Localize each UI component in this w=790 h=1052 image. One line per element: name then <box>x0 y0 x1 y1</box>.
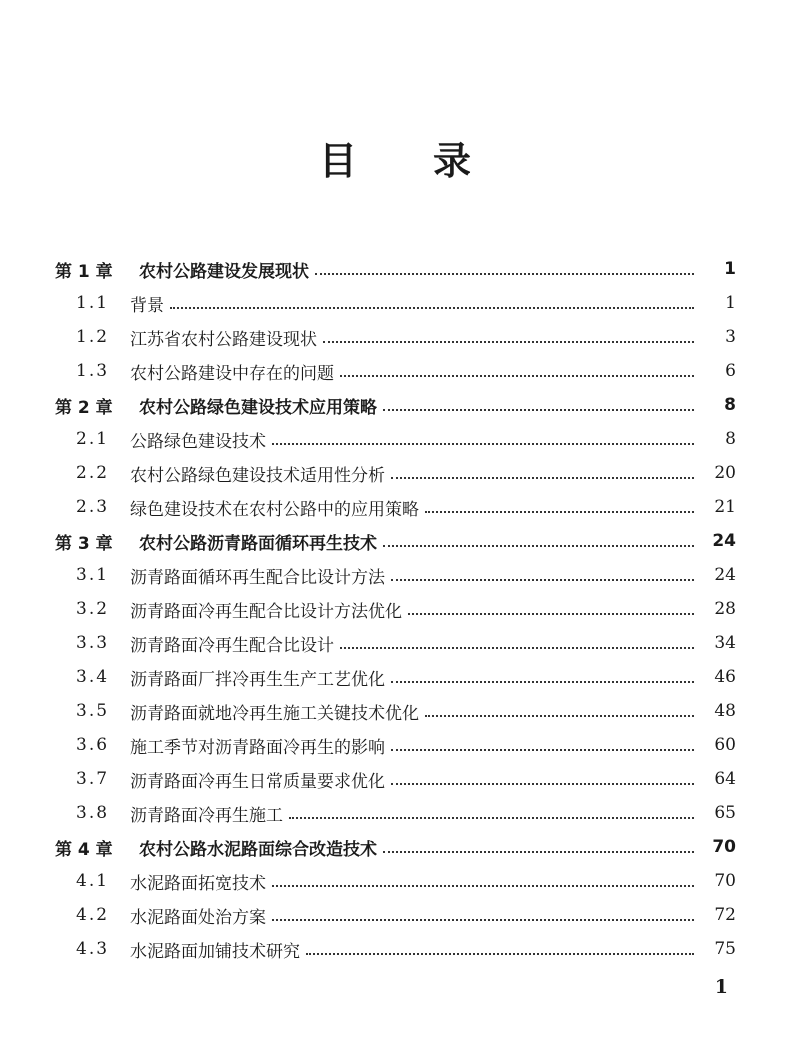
toc-entry-page: 8 <box>725 429 736 449</box>
toc-entry-title: 沥青路面冷再生配合比设计方法优化 <box>130 601 402 622</box>
toc-entry-title: 沥青路面就地冷再生施工关键技术优化 <box>130 703 419 724</box>
toc-entry-page: 34 <box>714 633 736 653</box>
toc-entry-number: 2.2 <box>76 463 110 483</box>
toc-leader-dots <box>391 579 694 581</box>
toc-leader-dots <box>323 341 694 343</box>
toc-entry-title: 沥青路面冷再生日常质量要求优化 <box>130 771 385 792</box>
toc-leader-dots <box>391 477 694 479</box>
toc-entry-page: 64 <box>714 769 736 789</box>
toc-entry-number: 1.2 <box>76 327 110 347</box>
toc-entry-title: 农村公路绿色建设技术适用性分析 <box>130 465 385 486</box>
toc-section-row <box>0 320 790 354</box>
toc-entry-title: 水泥路面拓宽技术 <box>130 873 266 894</box>
toc-chapter-row <box>0 388 790 422</box>
toc-entry-number: 3.6 <box>76 735 110 755</box>
toc-entry-title: 农村公路建设发展现状 <box>139 261 309 282</box>
toc-entry-number: 1.3 <box>76 361 110 381</box>
toc-entry-title: 农村公路沥青路面循环再生技术 <box>139 533 377 554</box>
toc-entry-number: 第 3 章 <box>55 533 113 554</box>
toc-entry-page: 70 <box>714 871 736 891</box>
toc-entry-page: 1 <box>724 259 736 279</box>
toc-entry-number: 3.1 <box>76 565 110 585</box>
toc-leader-dots <box>425 715 694 717</box>
toc-entry-page: 6 <box>725 361 736 381</box>
toc-entry-title: 农村公路绿色建设技术应用策略 <box>139 397 377 418</box>
toc-leader-dots <box>272 885 694 887</box>
toc-entry-title: 沥青路面冷再生配合比设计 <box>130 635 334 656</box>
toc-entry-page: 1 <box>725 293 736 313</box>
toc-section-row <box>0 558 790 592</box>
toc-entry-number: 3.7 <box>76 769 110 789</box>
toc-section-row <box>0 592 790 626</box>
toc-leader-dots <box>315 273 694 275</box>
toc-entry-title: 江苏省农村公路建设现状 <box>130 329 317 350</box>
toc-entry-title: 沥青路面厂拌冷再生生产工艺优化 <box>130 669 385 690</box>
toc-section-row <box>0 354 790 388</box>
toc-section-row <box>0 898 790 932</box>
toc-section-row <box>0 286 790 320</box>
toc-leader-dots <box>306 953 694 955</box>
toc-entry-number: 第 4 章 <box>55 839 113 860</box>
toc-entry-number: 3.5 <box>76 701 110 721</box>
title-char-2: 录 <box>433 139 472 183</box>
toc-section-row <box>0 490 790 524</box>
toc-section-row <box>0 626 790 660</box>
toc-entry-title: 沥青路面循环再生配合比设计方法 <box>130 567 385 588</box>
toc-section-row <box>0 762 790 796</box>
toc-entry-number: 第 2 章 <box>55 397 113 418</box>
toc-entry-page: 21 <box>714 497 736 517</box>
toc-section-row <box>0 422 790 456</box>
toc-entry-number: 3.4 <box>76 667 110 687</box>
toc-entry-number: 3.3 <box>76 633 110 653</box>
toc-chapter-row <box>0 830 790 864</box>
toc-entry-number: 3.2 <box>76 599 110 619</box>
toc-entry-number: 2.1 <box>76 429 110 449</box>
toc-section-row <box>0 694 790 728</box>
toc-section-row <box>0 728 790 762</box>
toc-leader-dots <box>391 783 694 785</box>
toc-entry-title: 农村公路水泥路面综合改造技术 <box>139 839 377 860</box>
page-number: 1 <box>714 976 728 998</box>
toc-entry-title: 背景 <box>130 295 164 316</box>
toc-entry-page: 24 <box>712 531 736 551</box>
toc-chapter-row <box>0 524 790 558</box>
toc-entry-number: 1.1 <box>76 293 110 313</box>
toc-leader-dots <box>408 613 694 615</box>
toc-chapter-row <box>0 252 790 286</box>
toc-entry-page: 75 <box>714 939 736 959</box>
toc-leader-dots <box>425 511 694 513</box>
toc-leader-dots <box>340 375 694 377</box>
toc-leader-dots <box>383 851 694 853</box>
toc-entry-title: 水泥路面加铺技术研究 <box>130 941 300 962</box>
toc-entry-number: 4.2 <box>76 905 110 925</box>
toc-leader-dots <box>383 545 694 547</box>
toc-entry-page: 28 <box>714 599 736 619</box>
toc-entry-page: 60 <box>714 735 736 755</box>
toc-entry-number: 4.1 <box>76 871 110 891</box>
toc-entry-title: 水泥路面处治方案 <box>130 907 266 928</box>
toc-entry-page: 48 <box>714 701 736 721</box>
toc-entry-number: 2.3 <box>76 497 110 517</box>
toc-leader-dots <box>340 647 694 649</box>
toc-leader-dots <box>170 307 694 309</box>
toc-leader-dots <box>272 443 694 445</box>
toc-entry-page: 65 <box>714 803 736 823</box>
toc-leader-dots <box>289 817 694 819</box>
toc-entry-page: 24 <box>714 565 736 585</box>
toc-entry-page: 72 <box>714 905 736 925</box>
toc-section-row <box>0 796 790 830</box>
toc-section-row <box>0 660 790 694</box>
toc-leader-dots <box>391 749 694 751</box>
toc-section-row <box>0 864 790 898</box>
toc-entry-title: 公路绿色建设技术 <box>130 431 266 452</box>
toc-entry-title: 施工季节对沥青路面冷再生的影响 <box>130 737 385 758</box>
toc-entry-page: 46 <box>714 667 736 687</box>
toc-entry-title: 绿色建设技术在农村公路中的应用策略 <box>130 499 419 520</box>
toc-entry-page: 3 <box>725 327 736 347</box>
toc-entry-number: 4.3 <box>76 939 110 959</box>
toc-leader-dots <box>272 919 694 921</box>
title-char-1: 目 <box>318 139 357 183</box>
toc-entry-page: 70 <box>712 837 736 857</box>
page-title <box>0 130 790 185</box>
toc-section-row <box>0 932 790 966</box>
toc-entry-title: 沥青路面冷再生施工 <box>130 805 283 826</box>
toc-entry-page: 20 <box>714 463 736 483</box>
toc-leader-dots <box>383 409 694 411</box>
toc-entry-page: 8 <box>724 395 736 415</box>
toc-leader-dots <box>391 681 694 683</box>
toc-entry-title: 农村公路建设中存在的问题 <box>130 363 334 384</box>
toc-entry-number: 3.8 <box>76 803 110 823</box>
toc-section-row <box>0 456 790 490</box>
toc-entry-number: 第 1 章 <box>55 261 113 282</box>
